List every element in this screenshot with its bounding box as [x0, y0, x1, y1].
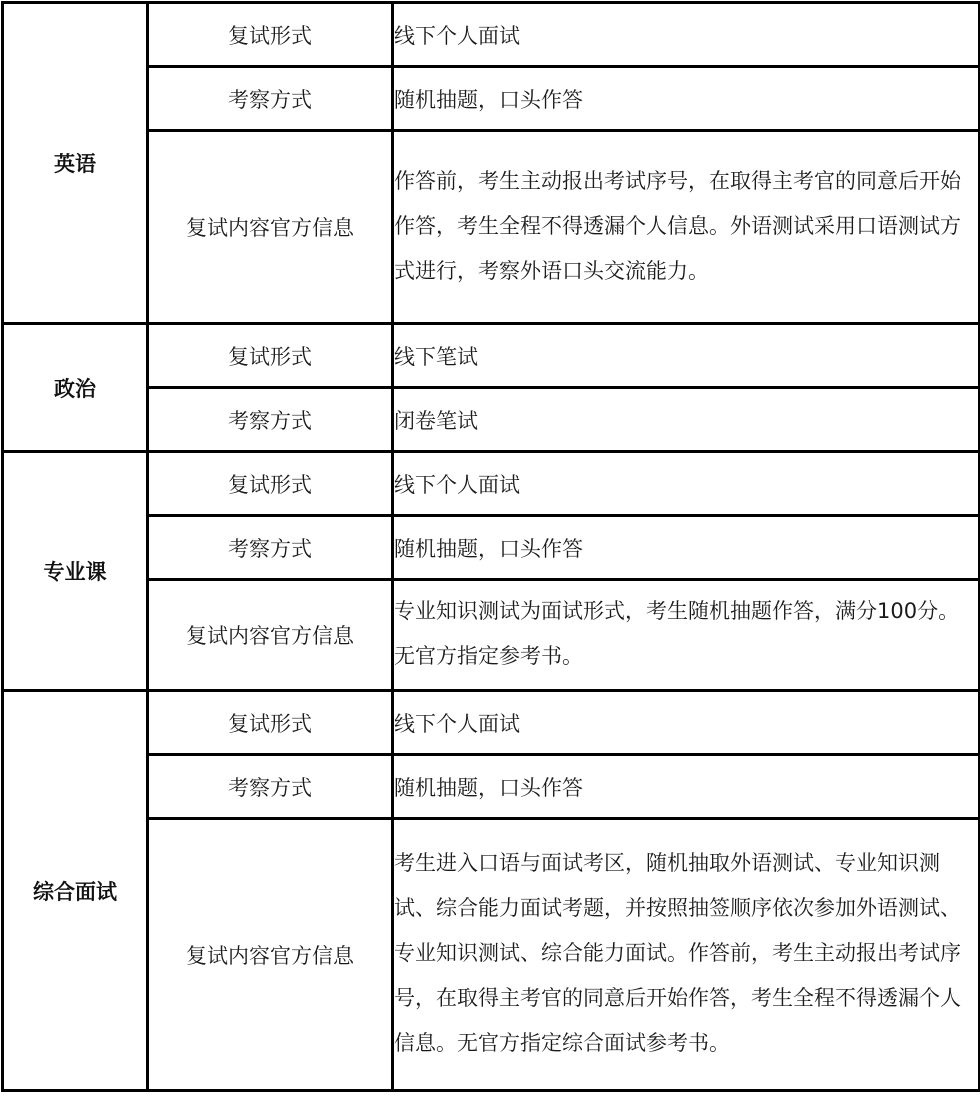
row-value: 随机抽题，口头作答: [393, 67, 980, 131]
row-label: 复试形式: [148, 3, 393, 67]
row-value: 线下个人面试: [393, 452, 980, 516]
row-label: 复试内容官方信息: [148, 580, 393, 691]
table-row: [3, 131, 980, 324]
table-row: [3, 67, 980, 131]
row-value: 线下笔试: [393, 324, 980, 388]
retest-info-table: [1, 1, 980, 1092]
row-value: 随机抽题，口头作答: [393, 755, 980, 819]
table-row: [3, 755, 980, 819]
table-row: [3, 324, 980, 388]
row-value: 线下个人面试: [393, 3, 980, 67]
row-value: 线下个人面试: [393, 691, 980, 755]
row-label: 考察方式: [148, 755, 393, 819]
table-row: [3, 580, 980, 691]
table-row: [3, 691, 980, 755]
table-row: [3, 3, 980, 67]
table-row: [3, 516, 980, 580]
subject-cell-major: 专业课: [3, 452, 148, 691]
row-value: 专业知识测试为面试形式，考生随机抽题作答，满分100分。无官方指定参考书。: [393, 580, 980, 691]
row-label: 复试内容官方信息: [148, 819, 393, 1091]
table-row: [3, 452, 980, 516]
table-row: [3, 388, 980, 452]
subject-cell-politics: 政治: [3, 324, 148, 452]
subject-cell-english: 英语: [3, 3, 148, 324]
row-value: 随机抽题，口头作答: [393, 516, 980, 580]
row-label: 考察方式: [148, 388, 393, 452]
row-label: 考察方式: [148, 516, 393, 580]
row-label: 复试形式: [148, 691, 393, 755]
row-label: 复试形式: [148, 324, 393, 388]
table-row: [3, 819, 980, 1091]
row-label: 考察方式: [148, 67, 393, 131]
subject-cell-interview: 综合面试: [3, 691, 148, 1091]
row-value: 考生进入口语与面试考区，随机抽取外语测试、专业知识测试、综合能力面试考题，并按照抽签顺序依次参加外语测试、专业知识测试、综合能力面试。作答前，考生主动报出考试序号，在取得主考官的同意后开始作答，考生全程不得透漏个人信息。无官方指定综合面试参考书。: [393, 819, 980, 1091]
row-label: 复试形式: [148, 452, 393, 516]
row-value: 作答前，考生主动报出考试序号，在取得主考官的同意后开始作答，考生全程不得透漏个人信息。外语测试采用口语测试方式进行，考察外语口头交流能力。: [393, 131, 980, 324]
row-value: 闭卷笔试: [393, 388, 980, 452]
row-label: 复试内容官方信息: [148, 131, 393, 324]
